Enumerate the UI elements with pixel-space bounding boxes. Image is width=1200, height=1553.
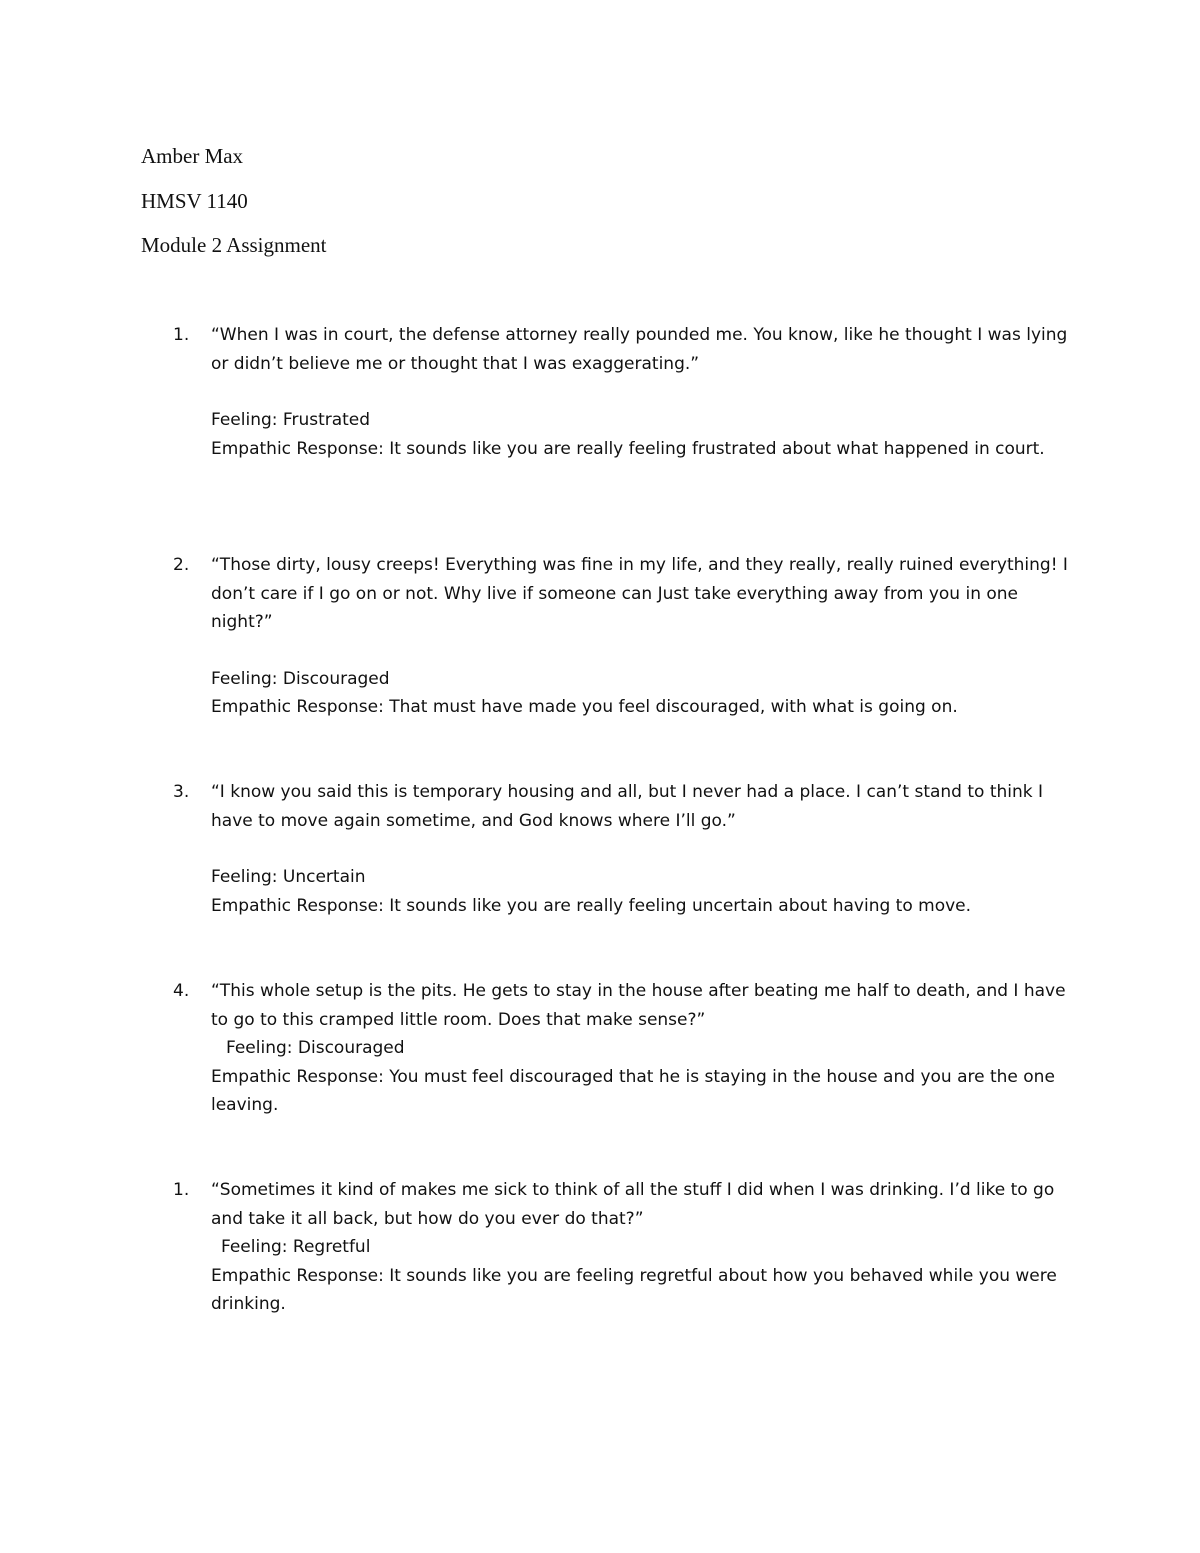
feeling-label: Feeling: Discouraged [211,668,390,689]
empathic-response: Empathic Response: It sounds like you are really feeling uncertain about having to move. [211,895,972,916]
item-body [211,977,1071,1120]
item-number: 1. [173,1180,190,1200]
item-number: 1. [173,325,190,345]
client-quote: “Sometimes it kind of makes me sick to think of all the stuff I did when I was drinking. I’d like to go and take it all back, but how do you ever do that?” [211,1180,1055,1229]
client-quote: “This whole setup is the pits. He gets to stay in the house after beating me half to death, and I have to go to this cramped little room. Does that make sense?” [211,981,1066,1030]
empathic-response: Empathic Response: It sounds like you are really feeling frustrated about what happened in court. [211,438,1045,459]
feeling-label: Feeling: Discouraged [226,1038,405,1058]
empathic-response: Empathic Response: It sounds like you are feeling regretful about how you behaved while you were drinking. [211,1265,1057,1314]
item-body [211,321,1071,463]
item-body [211,551,1071,722]
author-name: Amber Max [141,144,244,168]
item-number: 2. [173,555,190,575]
feeling-label: Feeling: Uncertain [211,867,366,887]
item-number: 3. [173,782,190,802]
assignment-title: Module 2 Assignment [141,233,327,257]
item-number: 4. [173,981,190,1001]
empathic-response: Empathic Response: That must have made you feel discouraged, with what is going on. [211,697,958,717]
client-quote: “I know you said this is temporary housing and all, but I never had a place. I can’t stand to think I have to move again sometime, and God knows where I’ll go.” [211,782,1044,831]
empathic-response: Empathic Response: You must feel discouraged that he is staying in the house and you are the one leaving. [211,1066,1055,1115]
client-quote: “When I was in court, the defense attorney really pounded me. You know, like he thought I was lying or didn’t believe me or thought that I was exaggerating.” [211,325,1068,374]
item-body [211,1176,1071,1319]
feeling-label: Feeling: Frustrated [211,410,371,430]
item-body [211,778,1071,920]
course-code: HMSV 1140 [141,189,248,213]
client-quote: “Those dirty, lousy creeps! Everything was fine in my life, and they really, really ruined everything! I don’t care if I go on or not. Why live if someone can Just take everything away from you in one night?” [211,555,1068,632]
feeling-label: Feeling: Regretful [221,1237,371,1257]
